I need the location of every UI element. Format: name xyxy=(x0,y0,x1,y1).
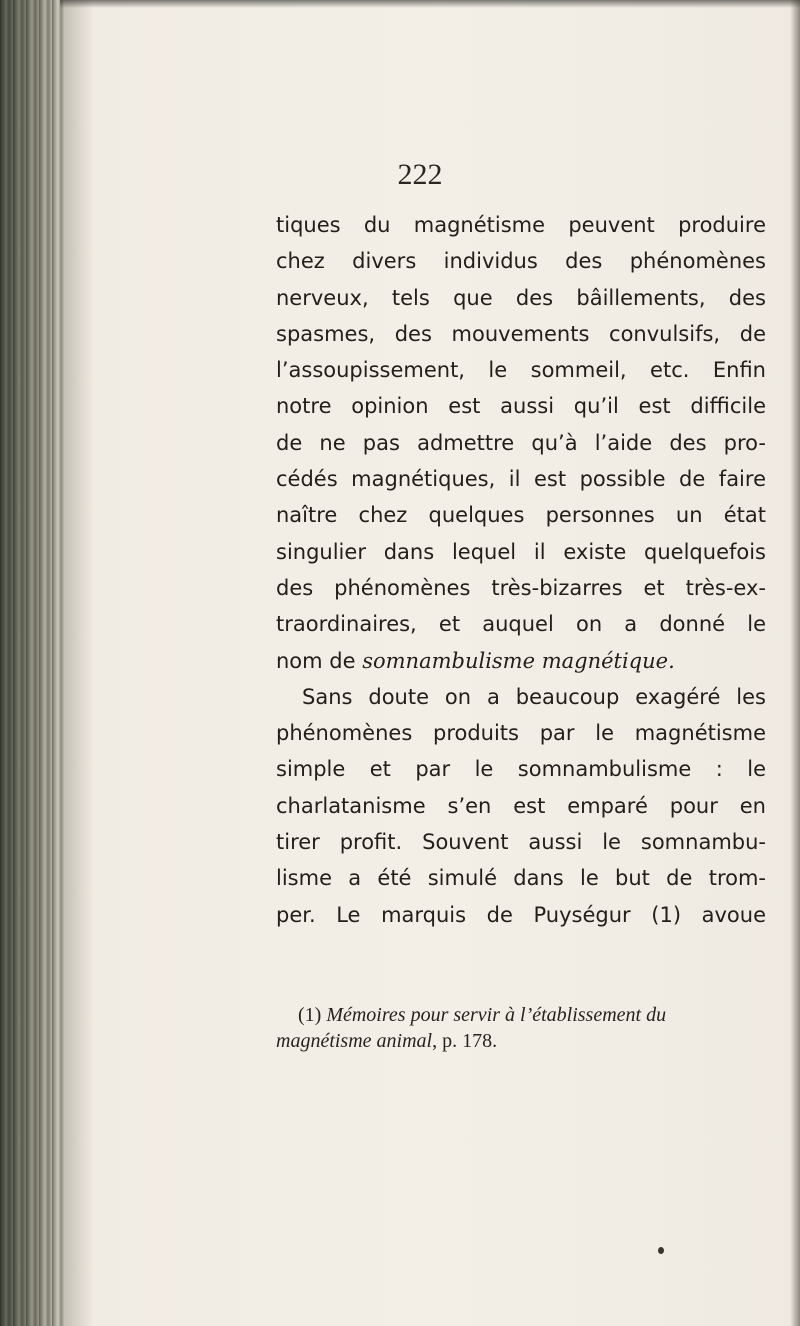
italic-term: somnambulisme magnétique. xyxy=(362,648,675,673)
text-line-paragraph-end xyxy=(276,643,766,679)
text-line: charlatanisme s’en est emparé pour en xyxy=(276,793,766,818)
footnote-line xyxy=(276,1028,766,1054)
text-line: notre opinion est aussi qu’il est difficile xyxy=(276,394,766,419)
text-line: tiques du magnétisme peuvent produire xyxy=(276,213,766,237)
text-line: cédés magnétiques, il est possible de faire xyxy=(276,467,766,492)
footnote-page-ref: , p. 178. xyxy=(432,1030,498,1052)
text-line-prefix: nom de xyxy=(276,648,363,673)
text-line: simple et par le somnambulisme : le xyxy=(276,757,766,782)
book-binding xyxy=(0,0,64,1326)
right-page-edge xyxy=(790,0,800,1326)
gutter-shadow xyxy=(64,0,94,1326)
top-page-edge xyxy=(60,0,800,8)
text-line: spasmes, des mouvements convulsifs, de xyxy=(276,321,766,346)
text-line: nerveux, tels que des bâillements, des xyxy=(276,285,766,310)
text-line: per. Le marquis de Puységur (1) avoue xyxy=(276,902,766,927)
text-line: naître chez quelques personnes un état xyxy=(276,503,766,528)
ink-speck xyxy=(658,1247,664,1254)
footnote-line xyxy=(276,1002,766,1028)
footnote xyxy=(276,1002,766,1054)
page-number: 222 xyxy=(397,158,443,191)
text-line: de ne pas admettre qu’à l’aide des pro- xyxy=(276,430,766,455)
body-text xyxy=(276,207,766,933)
footnote-marker: (1) xyxy=(298,1004,327,1026)
text-line: des phénomènes très-bizarres et très-ex- xyxy=(276,575,766,600)
footnote-title: Mémoires pour servir à l’établissement du xyxy=(326,1004,667,1026)
footnote-title-continued: magnétisme animal xyxy=(276,1030,433,1052)
text-line: phénomènes produits par le magnétisme xyxy=(276,721,766,746)
text-line-paragraph-start: Sans doute on a beaucoup exagéré les xyxy=(302,684,766,709)
text-line: lisme a été simulé dans le but de trom- xyxy=(276,866,766,891)
text-line: tirer profit. Souvent aussi le somnambu- xyxy=(276,830,766,855)
text-line: chez divers individus des phénomènes xyxy=(276,249,766,274)
text-line: l’assoupissement, le sommeil, etc. Enfin xyxy=(276,358,766,383)
text-line: singulier dans lequel il existe quelquefois xyxy=(276,539,766,564)
text-line: traordinaires, et auquel on a donné le xyxy=(276,612,766,637)
